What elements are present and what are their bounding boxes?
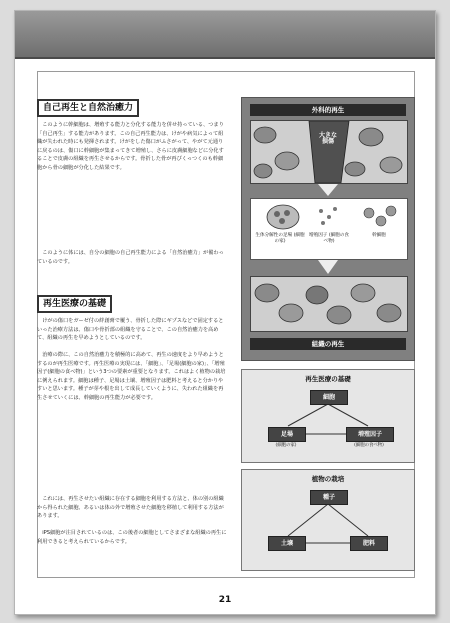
figure-title: 再生医療の基礎	[305, 375, 351, 383]
figure-plant-cultivation	[241, 469, 415, 571]
section-heading-regenerative-medicine-basics: 再生医療の基礎	[37, 295, 112, 313]
figure-regenerative-medicine-basics	[241, 369, 415, 463]
node-scaffold-note: (細胞の家)	[275, 443, 297, 448]
node-seed: 種子	[310, 490, 348, 505]
paragraph: このように幹細胞は、増殖する能力と分化する能力を併せ持っている、つまり「自己再生」する能力があります。この自己再生能力は、けがや病気によって組織が失われた時にも発揮されます。けがをした傷口がふさがって、やがて元通りに戻るのは、傷口に幹細胞が集まってきて増殖し、さらに皮膚細胞などに分化することで皮膚の組織を再生させるからです。骨折した骨が再びくっつくのも幹細胞から骨の細胞が分化した結果です。	[37, 122, 224, 171]
paragraph: 治療の際に、この自然治癒力を積極的に高めて、再生の速度をより早めようとするのが再生医療です。再生医療の実現には、「細胞」、「足場(細胞の家)」、「増殖因子(細胞の食べ物)」という3つの要素が重要となります。これはよく植物の栽培に例えられます。細胞は種子、足場は土壌、増殖因子は肥料と考えると分かりやすいと思います。種子が芽や根を出して成長していくように、失われた組織を再生させていくには、幹細胞の再生能力が必要です。	[37, 352, 226, 401]
node-fertilizer: 肥料	[350, 536, 388, 551]
figure-title: 植物の栽培	[311, 475, 345, 483]
connector-lines	[242, 470, 414, 570]
paragraph: これには、再生させたい組織に存在する細胞を利用する方法と、体の別の組織から得られた細胞、あるいは体の外で増殖させた細胞を移植して利用する方法があります。	[37, 496, 224, 520]
node-growth-factor: 増殖因子	[346, 427, 394, 442]
header-band	[15, 11, 435, 59]
regenerated-tissue-illustration	[250, 276, 408, 332]
growth-factor-label: 増殖因子 (細胞の食べ物)	[309, 233, 350, 244]
page-number: 21	[218, 595, 232, 605]
node-growth-factor-note: (細胞の食べ物)	[354, 443, 384, 448]
document-page	[14, 10, 436, 615]
wound-label: 大きな損傷	[318, 132, 337, 145]
scaffold-factors-cells-box	[250, 198, 408, 260]
paragraph: iPS細胞が注目されているのは、この後者の細胞としてさまざまな組織の再生に利用できると考えられているからです。	[37, 530, 227, 545]
node-cell: 細胞	[310, 390, 348, 405]
node-soil: 土壌	[268, 536, 306, 551]
tissue-damage-illustration	[250, 120, 408, 184]
figure-caption: 組織の再生	[250, 338, 406, 350]
figure-surgical-regeneration	[241, 97, 415, 361]
node-scaffold: 足場	[268, 427, 306, 442]
paragraph: このように体には、自分の細胞の自己再生能力による「自然治癒力」が備わっているのです。	[37, 250, 224, 265]
section-heading-self-regeneration: 自己再生と自然治癒力	[37, 99, 139, 117]
scaffold-label: 生体分解性の足場 (細胞の家)	[255, 233, 305, 244]
stem-cell-label: 幹細胞	[372, 233, 386, 238]
connector-lines	[242, 370, 414, 462]
figure-title: 外科的再生	[250, 104, 406, 116]
paragraph: けがの傷口をガーゼ付の絆創膏で覆う、骨折した際にギプスなどで固定するといった治療方法は、傷口や骨折部の組織を守ることで、この自然治癒力を高めて、組織の再生を早めようとしているのです。	[37, 318, 224, 342]
